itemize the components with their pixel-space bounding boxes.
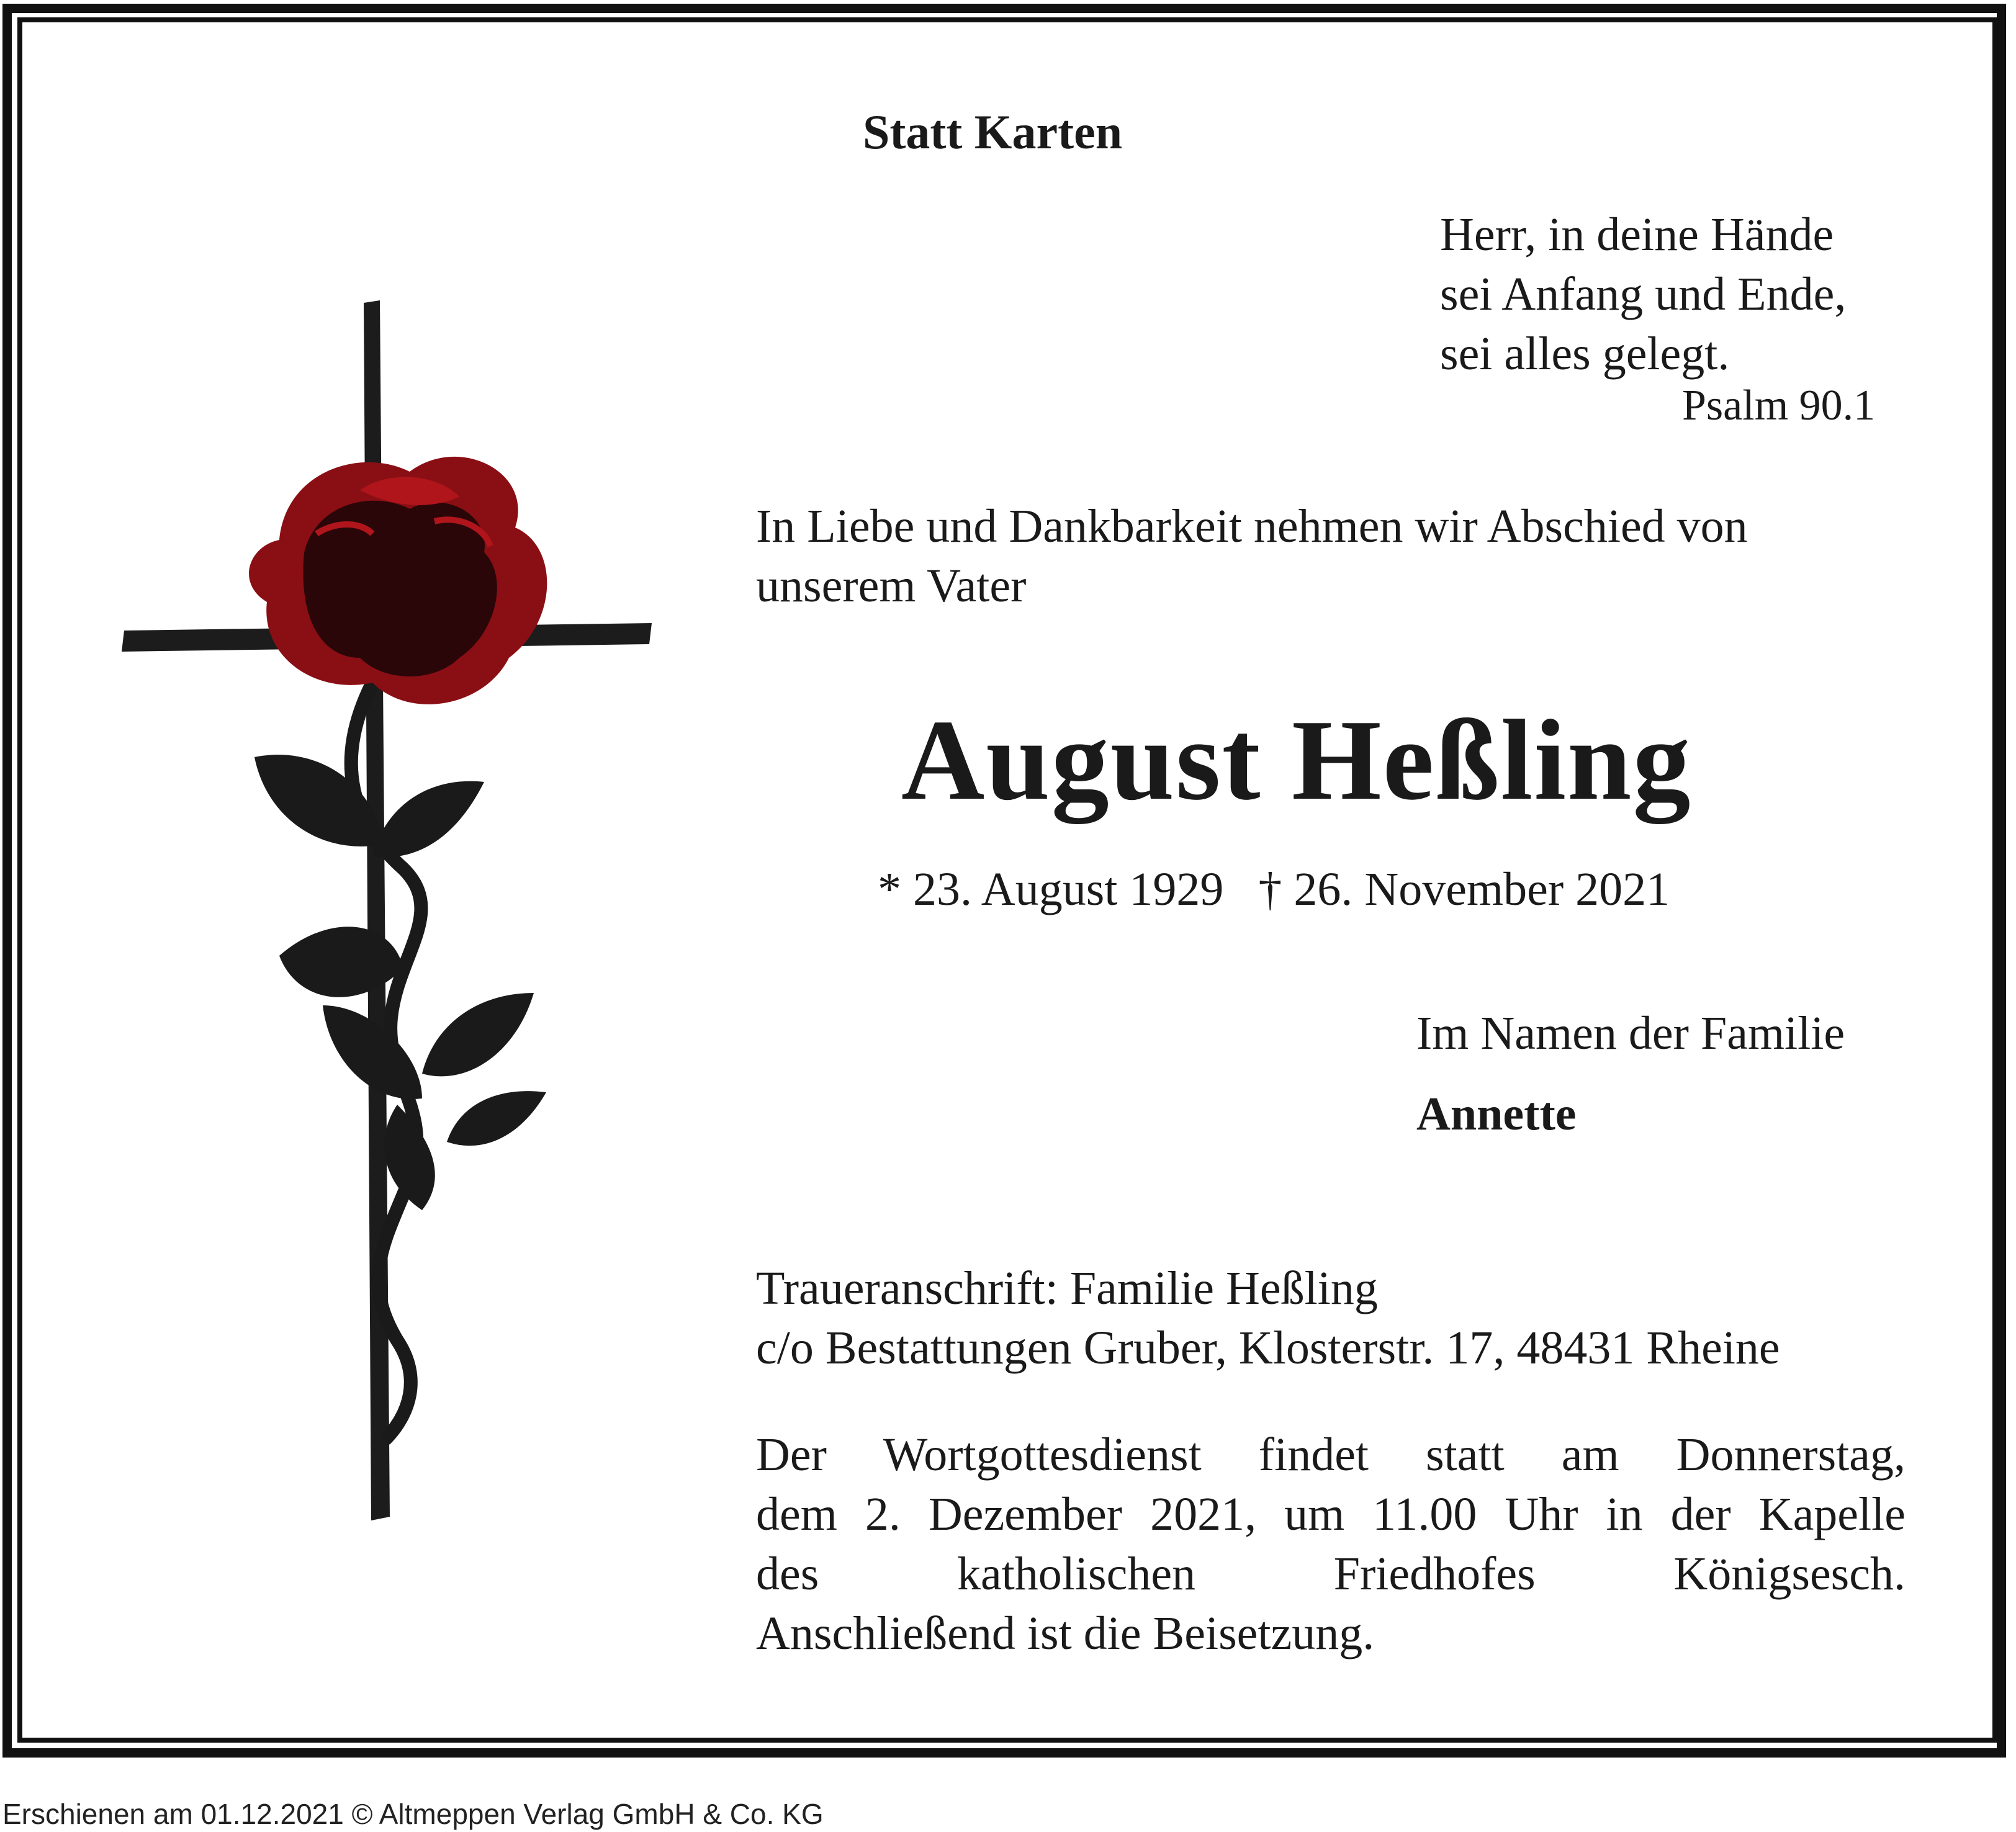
address-line: Traueranschrift: Familie Heßling <box>756 1262 1378 1314</box>
service-line: Anschließend ist die Beisetzung. <box>756 1607 1375 1659</box>
service-line: Der Wortgottesdienst findet statt am Donnerstag, <box>756 1429 1906 1481</box>
verse-line: Herr, in deine Hände <box>1440 209 1834 261</box>
verse-line: sei Anfang und Ende, <box>1440 268 1847 320</box>
service-line: des katholischen Friedhofes Königsesch. <box>756 1548 1906 1600</box>
birth-date: * 23. August 1929 <box>878 863 1224 915</box>
publication-footer: Erschienen am 01.12.2021 © Altmeppen Verlag GmbH & Co. KG <box>2 1798 824 1830</box>
service-line: dem 2. Dezember 2021, um 11.00 Uhr in der Kapelle <box>756 1488 1906 1540</box>
heading-statt-karten: Statt Karten <box>863 105 1123 159</box>
signature-intro: Im Namen der Familie <box>1416 1007 1845 1059</box>
cross-with-rose-icon <box>112 285 670 1545</box>
life-dates <box>878 863 1670 917</box>
signature-name: Annette <box>1416 1088 1577 1140</box>
intro-line: In Liebe und Dankbarkeit nehmen wir Abschied von <box>756 500 1748 552</box>
intro-text <box>756 496 1748 616</box>
verse-line: sei alles gelegt. <box>1440 328 1730 380</box>
mourning-address <box>756 1259 1780 1378</box>
verse-source: Psalm 90.1 <box>1682 382 1876 429</box>
service-info <box>756 1425 1906 1663</box>
bible-verse <box>1440 205 1846 384</box>
address-line: c/o Bestattungen Gruber, Klosterstr. 17, 48431 Rheine <box>756 1322 1780 1374</box>
death-date: † 26. November 2021 <box>1258 863 1670 915</box>
intro-line: unserem Vater <box>756 560 1027 612</box>
deceased-name: August Heßling <box>901 696 1692 824</box>
